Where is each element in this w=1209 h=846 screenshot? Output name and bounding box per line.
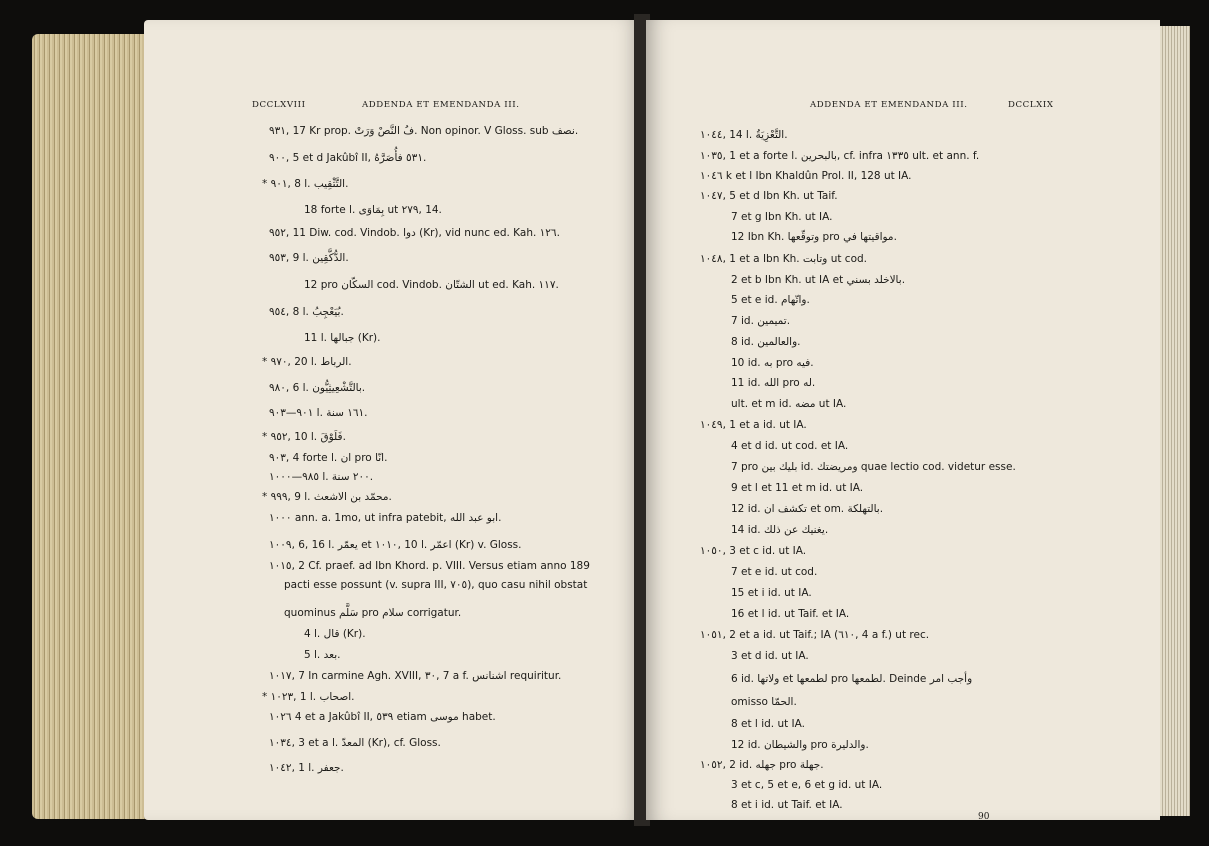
entry-line: ١٠٤٤, 14 l. التَّعْزِيَةُ. bbox=[700, 129, 788, 141]
entry-line: 4 l. قال (Kr). bbox=[304, 628, 366, 640]
entry-line: 3 et d id. ut IA. bbox=[731, 650, 809, 662]
entry-line: ١٠٣٥, 1 et a forte l. بالبحرين, cf. infra ١٣٣٥ ult. et ann. f. bbox=[700, 150, 980, 162]
entry-line: 12 pro السكّان cod. Vindob. الشتّان ut ed. Kah. ١١٧. bbox=[304, 279, 559, 291]
left-page bbox=[144, 20, 641, 820]
entry-line: 7 id. تميمين. bbox=[731, 315, 791, 327]
entry-line: 14 id. يغنيك عن ذلك. bbox=[731, 524, 829, 536]
entry-line: 18 forte l. بِمَاوَى ut ٢٧٩, 14. bbox=[304, 204, 442, 216]
entry-line: ١٠٠٠ ann. a. 1mo, ut infra patebit, ابو عبد الله. bbox=[269, 512, 502, 524]
entry-line: 8 et l id. ut IA. bbox=[731, 718, 805, 730]
entry-line: ٩٥٣, 9 l. الدُّكَّقِين. bbox=[269, 252, 349, 264]
entry-line: 15 et i id. ut IA. bbox=[731, 587, 812, 599]
entry-line: ٩٥٤, 8 l. بُيَعْجِبُ. bbox=[269, 306, 344, 318]
entry-line: ١٠٥٢, 2 id. جهله pro جهلة. bbox=[700, 759, 824, 771]
right-running-head: ADDENDA ET EMENDANDA III. bbox=[810, 100, 968, 110]
entry-line: 7 pro بليك بين id. ومريضتك quae lectio cod. videtur esse. bbox=[731, 461, 1016, 473]
right-page bbox=[646, 20, 1160, 820]
entry-line: 12 Ibn Kh. وتوقّعها pro مواقيتها في. bbox=[731, 231, 897, 243]
entry-line: 8 et i id. ut Taif. et IA. bbox=[731, 799, 843, 811]
entry-line: * ١٠٢٣, 1 l. اصحاب. bbox=[262, 691, 355, 703]
entry-line: ٩٨٠, 6 l. بالتَّشْعِيثِيُّون. bbox=[269, 382, 366, 394]
entry-line: ١٠١٧, 7 In carmine Agh. XVIII, ٣٠, 7 a f. اشنانس requiritur. bbox=[269, 670, 562, 682]
entry-line: ١٠٥١, 2 et a id. ut Taif.; IA (٦١٠, 4 a f.) ut rec. bbox=[700, 629, 930, 641]
entry-line: 5 l. بعد. bbox=[304, 649, 341, 661]
entry-line: 3 et c, 5 et e, 6 et g id. ut IA. bbox=[731, 779, 883, 791]
entry-line: 11 id. الله pro له. bbox=[731, 377, 816, 389]
page-edges-right bbox=[1160, 26, 1190, 816]
entry-line: * ٩٥٢, 10 l. فَلَوْقَ. bbox=[262, 431, 346, 443]
entry-line: ٩٨٥—١٠٠٠ l. ٢٠٠ سنة. bbox=[269, 471, 374, 483]
entry-line: 9 et l et 11 et m id. ut IA. bbox=[731, 482, 864, 494]
entry-line: 10 id. به pro فيه. bbox=[731, 357, 814, 369]
entry-line: ١٠٤٢, 1 l. جعفر. bbox=[269, 762, 344, 774]
entry-line: * ٩٧٠, 20 l. الرباط. bbox=[262, 356, 352, 368]
entry-line: * ٩٠١, 8 l. التَّثْقِيب. bbox=[262, 178, 349, 190]
entry-line: 6 id. ولاتها et لطمعها pro لطمعها. Deinde وأجب امر bbox=[731, 673, 973, 685]
entry-line: 2 et b Ibn Kh. ut IA et بالاخلد بسني. bbox=[731, 274, 906, 286]
entry-line: ١٠٥٠, 3 et c id. ut IA. bbox=[700, 545, 807, 557]
entry-line: ١٠٤٦ k et l Ibn Khaldûn Prol. II, 128 ut IA. bbox=[700, 170, 912, 182]
left-page-number-roman: DCCLXVIII bbox=[252, 100, 306, 110]
entry-line: ٩٠١—٩٠٣ l. ١٦١ سنة. bbox=[269, 407, 368, 419]
entry-line: ١٠٤٨, 1 et a Ibn Kh. وتابت ut cod. bbox=[700, 253, 868, 265]
entry-line: 4 et d id. ut cod. et IA. bbox=[731, 440, 849, 452]
entry-line: pacti esse possunt (v. supra III, ٧٠٥), quo casu nihil obstat bbox=[284, 579, 588, 591]
page-number: 90 bbox=[978, 812, 990, 822]
entry-line: omisso الحمّا. bbox=[731, 696, 797, 708]
entry-line: 11 l. جبالها (Kr). bbox=[304, 332, 381, 344]
entry-line: 5 et e id. واتّهام. bbox=[731, 294, 810, 306]
entry-line: 16 et l id. ut Taif. et IA. bbox=[731, 608, 850, 620]
right-page-number-roman: DCCLXIX bbox=[1008, 100, 1054, 110]
open-book bbox=[22, 14, 1190, 836]
entry-line: ١٠١٥, 2 Cf. praef. ad Ibn Khord. p. VIII. Versus etiam anno 189 bbox=[269, 560, 590, 572]
entry-line: quominus سَلَّم pro سلام corrigatur. bbox=[284, 607, 462, 619]
entry-line: ٩٠٣, 4 forte l. ان pro انّا. bbox=[269, 452, 388, 464]
entry-line: ١٠٤٧, 5 et d Ibn Kh. ut Taif. bbox=[700, 190, 838, 202]
entry-line: 7 et e id. ut cod. bbox=[731, 566, 818, 578]
entry-line: ult. et m id. مضه ut IA. bbox=[731, 398, 847, 410]
entry-line: ٩٠٠, 5 et d Jakûbî II, ٥٣١ فأُصَرَّهُ. bbox=[269, 152, 427, 164]
entry-line: * ٩٩٩, 9 l. محمّد بن الاشعث. bbox=[262, 491, 392, 503]
entry-line: ١٠٢٦ 4 et a Jakûbî II, ٥٣٩ etiam موسى habet. bbox=[269, 711, 496, 723]
left-running-head: ADDENDA ET EMENDANDA III. bbox=[362, 100, 520, 110]
entry-line: ١٠٠٩, 6, 16 l. يعمّر et ١٠١٠, 10 l. اعمّر (Kr) v. Gloss. bbox=[269, 539, 522, 551]
entry-line: ٩٥٢, 11 Diw. cod. Vindob. دوا (Kr), vid nunc ed. Kah. ١٢٦. bbox=[269, 227, 560, 239]
entry-line: 12 id. والشيطان pro والدليرة. bbox=[731, 739, 869, 751]
entry-line: ١٠٤٩, 1 et a id. ut IA. bbox=[700, 419, 807, 431]
entry-line: ١٠٣٤, 3 et a l. المعدّ (Kr), cf. Gloss. bbox=[269, 737, 441, 749]
entry-line: ٩٣١, 17 Kr prop. فُ النَّصْ وَرَتْ. Non opinor. V Gloss. sub نصف. bbox=[269, 125, 579, 137]
entry-line: 12 id. تكشف ان et om. بالتهلكة. bbox=[731, 503, 884, 515]
entry-line: 7 et g Ibn Kh. ut IA. bbox=[731, 211, 833, 223]
entry-line: 8 id. والعالمين. bbox=[731, 336, 801, 348]
